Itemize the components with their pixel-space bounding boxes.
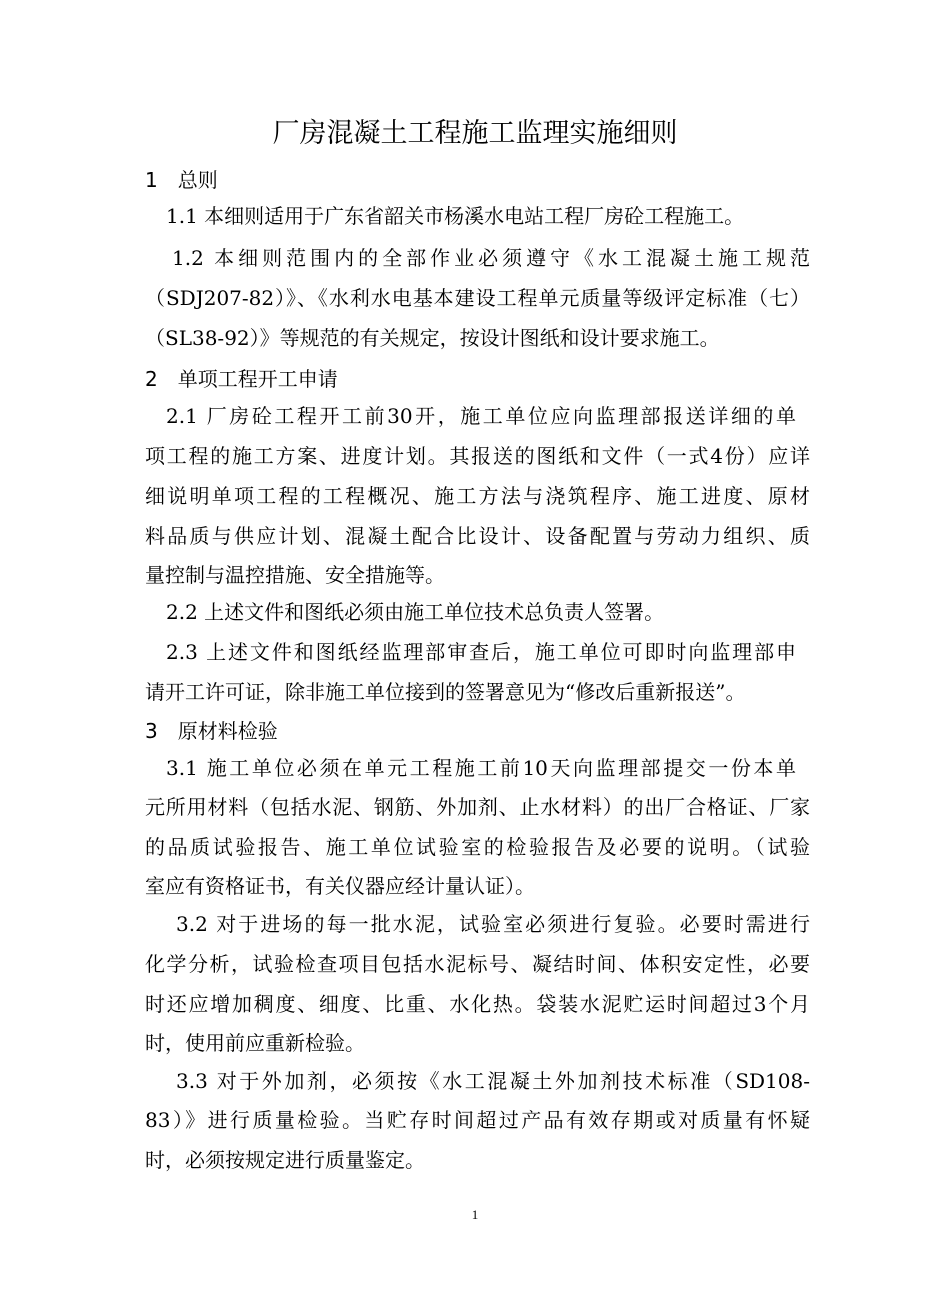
- paragraph-2-1-line-4: 料品质与供应计划、混凝土配合比设计、设备配置与劳动力组织、质: [145, 524, 810, 548]
- paragraph-3-1-line-1: 3.1 施工单位必须在单元工程施工前10天向监理部提交一份本单: [166, 756, 796, 780]
- paragraph-3-3-line-3: 时，必须按规定进行质量鉴定。: [145, 1148, 425, 1172]
- paragraph-3-3-line-2: 83）》进行质量检验。当贮存时间超过产品有效存期或对质量有怀疑: [145, 1108, 810, 1132]
- paragraph-2-1-line-5: 量控制与温控措施、安全措施等。: [145, 563, 445, 587]
- section-heading-start-application: 2 单项工程开工申请: [145, 367, 338, 391]
- paragraph-2-1-line-2: 项工程的施工方案、进度计划。其报送的图纸和文件（一式4份）应详: [145, 444, 810, 468]
- section-heading-general: 1 总则: [145, 168, 218, 192]
- paragraph-1-2-line-2: （SDJ207-82）》、《水利水电基本建设工程单元质量等级评定标准（七）: [145, 286, 810, 310]
- page-number: 1: [471, 1207, 479, 1222]
- paragraph-3-1-line-3: 的品质试验报告、施工单位试验室的检验报告及必要的说明。（试验: [145, 835, 810, 859]
- paragraph-3-3-line-1: 3.3 对于外加剂，必须按《水工混凝土外加剂技术标准（SD108-: [176, 1069, 810, 1093]
- paragraph-1-2-line-1: 1.2 本细则范围内的全部作业必须遵守《水工混凝土施工规范: [172, 246, 810, 270]
- paragraph-2-3-line-2: 请开工许可证，除非施工单位接到的签署意见为“修改后重新报送”。: [145, 680, 746, 704]
- paragraph-3-2-line-3: 时还应增加稠度、细度、比重、水化热。袋装水泥贮运时间超过3个月: [145, 992, 810, 1016]
- paragraph-2-2: 2.2 上述文件和图纸必须由施工单位技术总负责人签署。: [166, 600, 665, 624]
- paragraph-3-1-line-2: 元所用材料（包括水泥、钢筋、外加剂、止水材料）的出厂合格证、厂家: [145, 795, 810, 819]
- paragraph-1-2-line-3: （SL38-92）》等规范的有关规定，按设计图纸和设计要求施工。: [145, 326, 720, 350]
- paragraph-2-1-line-1: 2.1 厂房砼工程开工前30开，施工单位应向监理部报送详细的单: [166, 404, 796, 428]
- paragraph-1-1: 1.1 本细则适用于广东省韶关市杨溪水电站工程厂房砼工程施工。: [166, 204, 745, 228]
- paragraph-2-1-line-3: 细说明单项工程的工程概况、施工方法与浇筑程序、施工进度、原材: [145, 484, 810, 508]
- section-heading-material-inspection: 3 原材料检验: [145, 719, 278, 743]
- paragraph-3-2-line-4: 时，使用前应重新检验。: [145, 1031, 365, 1055]
- paragraph-2-3-line-1: 2.3 上述文件和图纸经监理部审查后，施工单位可即时向监理部申: [166, 640, 796, 664]
- paragraph-3-1-line-4: 室应有资格证书，有关仪器应经计量认证）。: [145, 874, 535, 898]
- document-title: 厂房混凝土工程施工监理实施细则: [272, 118, 678, 149]
- paragraph-3-2-line-2: 化学分析，试验检查项目包括水泥标号、凝结时间、体积安定性，必要: [145, 952, 810, 976]
- paragraph-3-2-line-1: 3.2 对于进场的每一批水泥，试验室必须进行复验。必要时需进行: [176, 912, 810, 936]
